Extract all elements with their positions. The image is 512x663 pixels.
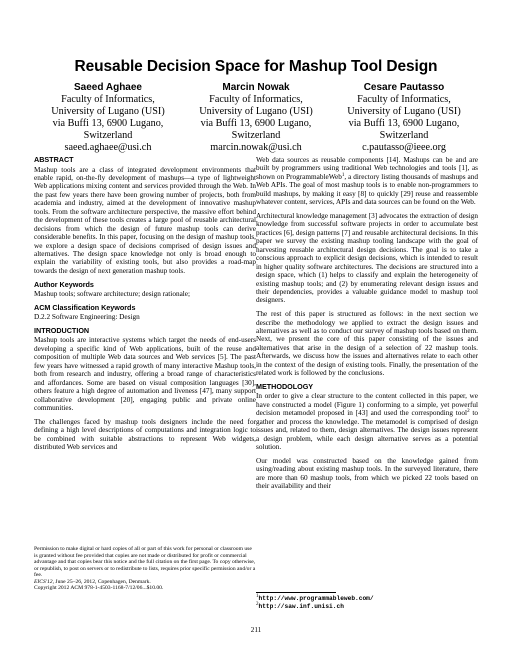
intro-continued-paragraph [256,156,478,207]
architecture-paragraph: Architectural knowledge management [3] advocates the extraction of design knowledge from successful software projects in order to accumulate best practices [6], design patterns [7] and reusable architectural decisions. In this paper we survey the existing mashup tooling landscape with the goal of harvesting reusable architectural design decisions. The goal is to take a conscious approach to explicit design decisions, which is intended to result in higher quality software architectures. The decisions are structured into a design space, which (1) helps to classify and explain the heterogeneity of existing mashup tools; and (2) by enumerating relevant design issues and their dependencies, provides a valuable guidance model to mashup tool designers. [256,211,478,305]
structure-paragraph: The rest of this paper is structured as follows: in the next section we describe the methodology we applied to extract the design issues and alternatives as well as to conduct our survey of mashup tools based on them. Next, we present the core of this paper consisting of the issues and alternatives that arise in the design of a selection of 22 mashup tools. Afterwards, we discuss how the issues and alternatives relate to each other in the context of the design of existing tools. Finally, the presentation of the related work is followed by the conclusions. [256,310,478,378]
methodology-paragraph-2: Our model was constructed based on the knowledge gained from using/reading about existing mashup tools. In the surveyed literature, there are more than 60 mashup tools, from which we picked 22 tools based on their availability and their [256,456,478,491]
author-email: saeed.aghaee@usi.ch [64,142,152,153]
author-name: Marcin Nowak [222,82,290,93]
author-block [38,82,474,154]
author-affil-line: Faculty of Informatics, [209,94,303,105]
footnote-2 [256,603,478,611]
venue-details: , June 25–26, 2012, Copenhagen, Denmark. [52,578,151,585]
footnote-rule [256,592,336,593]
author-affil-line: via Buffi 13, 6900 Lugano, [348,118,460,129]
acm-heading: ACM Classification Keywords [34,302,136,312]
author-email: c.pautasso@ieee.org [362,142,446,153]
text-run: Web data sources as reusable components [14]. Mashups can be and are built by programmers using traditional Web technologies and tools [1], as shown on ProgrammableWeb [256,156,478,181]
text-run: to gather and process the knowledge. The metamodel is comprised of design issues and, related to them, design alternatives. The design issues represent a design problem, while each design alternative serves as a potential solution. [256,409,478,452]
keywords-text: Mashup tools; software architecture; design rationale; [34,290,191,299]
author-affil-line: University of Lugano (USI) [347,106,461,117]
copyright-line: Copyright 2012 ACM 978-1-4503-1168-7/12/06...$10.00. [34,585,164,591]
introduction-paragraph-1: Mashup tools are interactive systems which target the needs of end-users developing a specific kind of Web applications, built of the reuse and composition of multiple Web data sources and Web services [5]. The past few years have witnessed a rapid growth of many interactive Mashup tools, both from research and industry, offering a broad range of characteristics and affordances. Some are based on visual composition languages [30], others feature a high degree of automation and liveness [47], many support collaborative development [20], engaging public and private online communities. [34,336,256,412]
methodology-heading: METHODOLOGY [256,381,314,391]
paper-title: Reusable Decision Space for Mashup Tool Design [74,58,438,75]
author-1 [38,82,178,154]
acm-text: D.2.2 Software Engineering: Design [34,313,140,322]
author-affil-line: via Buffi 13, 6900 Lugano, [52,118,164,129]
footnote-number: 1 [256,594,259,599]
author-email: marcin.nowak@usi.ch [210,142,302,153]
author-affil-line: Switzerland [231,130,281,141]
venue-name: EICS'12 [34,578,53,585]
abstract-text: Mashup tools are a class of integrated development environments that enable rapid, on-the-fly development of mashups—a type of lightweight Web applications mixing content and services provided through the Web. In the past few years there have been growing number of projects, both from academia and industry, aimed at the development of innovative mashup tools. From the software architecture perspective, the massive effort behind the development of these tools creates a large pool of reusable architectural decisions from which the design of future mashup tools can derive considerable benefits. In this paper, focusing on the design of mashup tools, we explore a design space of decisions comprised of design issues and alternatives. The design space knowledge not only is broad enough to explain the variability of existing tools, but also provides a road-map towards the design of next generation mashup tools. [34,165,256,275]
author-3 [334,82,474,154]
left-column [34,156,256,457]
author-affil-line: University of Lugano (USI) [51,106,165,117]
footnote-number: 2 [256,602,259,607]
author-2 [186,82,326,154]
author-affil-line: University of Lugano (USI) [199,106,313,117]
text-run: , a directory listing thousands of mashups and Web APIs. The goal of most mashup tools is to enable non-programmers to build mashups, by making it easy [8] to quickly [29] reuse and reassemble whatever content, services, APIs and data sources can be found on the Web. [256,172,478,207]
text-run: In order to give a clear structure to the content collected in this paper, we have constructed a model (Figure 1) conforming to a simple, yet powerful decision metamodel proposed in [43] and used the corresponding tool [256,392,478,418]
footnote-url[interactable]: http://saw.inf.unisi.ch [258,603,344,610]
introduction-heading: INTRODUCTION [34,325,90,335]
page-number: 211 [250,626,262,634]
keywords-heading: Author Keywords [34,279,94,289]
author-affil-line: Faculty of Informatics, [357,94,451,105]
footnote-url[interactable]: http://www.programmableweb.com/ [258,595,374,602]
author-name: Cesare Pautasso [363,82,445,93]
author-affil-line: Switzerland [379,130,429,141]
methodology-paragraph-1 [256,392,478,451]
footnote-marker: 1 [341,172,345,178]
permission-text: Permission to make digital or hard copies of all or part of this work for personal or classroom use is granted without fee provided that copies are not made or distributed for profit or commercial advantage and that copies bear this notice and the full citation on the first page. To copy otherwise, or republish, to post on servers or to redistribute to lists, requires prior specific permission and/or a fee. [34,546,256,578]
footnote-1 [256,595,478,603]
author-affil-line: Switzerland [83,130,133,141]
permission-block [34,546,256,592]
right-column [256,156,478,496]
author-affil-line: Faculty of Informatics, [61,94,155,105]
abstract-heading: ABSTRACT [34,155,74,164]
introduction-paragraph-2: The challenges faced by mashup tools designers include the need for defining a high level descriptions of computations and integration logic to be combined with suitable abstractions to represent Web widgets, distributed Web services and [34,417,256,451]
author-affil-line: via Buffi 13, 6900 Lugano, [200,118,312,129]
footnote-marker: 2 [467,409,470,415]
author-name: Saeed Aghaee [74,82,142,93]
